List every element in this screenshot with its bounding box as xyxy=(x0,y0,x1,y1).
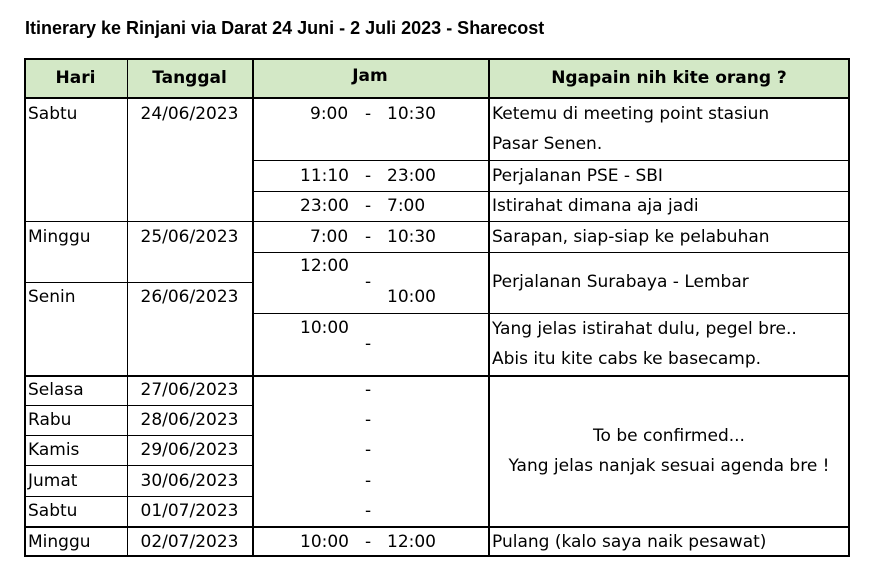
hari-cell: Jumat xyxy=(28,471,78,491)
row-divider xyxy=(252,191,850,192)
row-divider xyxy=(24,435,252,436)
jam-start: 11:10 xyxy=(300,166,349,186)
jam-start: 12:00 xyxy=(300,256,349,276)
jam-start: 23:00 xyxy=(300,196,349,216)
header-hari: Hari xyxy=(55,68,96,88)
kegiatan-line: Istirahat dimana aja jadi xyxy=(492,196,699,216)
jam-separator: - xyxy=(365,334,372,354)
col-divider xyxy=(252,58,254,557)
jam-start: 9:00 xyxy=(310,104,349,124)
jam-separator: - xyxy=(365,501,372,521)
jam-separator: - xyxy=(365,272,372,292)
hari-cell: Senin xyxy=(28,287,76,307)
tanggal-cell: 30/06/2023 xyxy=(140,471,239,491)
jam-end: 23:00 xyxy=(387,166,436,186)
jam-end: 7:00 xyxy=(387,196,426,216)
jam-separator: - xyxy=(365,196,372,216)
border-top xyxy=(24,58,850,60)
hari-cell: Rabu xyxy=(28,410,72,430)
border-bottom xyxy=(24,555,850,557)
jam-separator: - xyxy=(365,227,372,247)
row-divider xyxy=(24,465,252,466)
header-divider xyxy=(24,97,850,99)
kegiatan-line: Sarapan, siap-siap ke pelabuhan xyxy=(492,227,770,247)
kegiatan-line: Perjalanan PSE - SBI xyxy=(492,166,663,186)
hari-cell: Sabtu xyxy=(28,501,78,521)
kegiatan-line: Yang jelas istirahat dulu, pegel bre.. xyxy=(492,319,797,339)
row-divider xyxy=(24,405,252,406)
tanggal-cell: 24/06/2023 xyxy=(140,104,239,124)
kegiatan-line: Pulang (kalo saya naik pesawat) xyxy=(492,532,767,552)
hari-cell: Minggu xyxy=(28,532,91,552)
tanggal-cell: 27/06/2023 xyxy=(140,380,239,400)
row-divider xyxy=(24,221,850,222)
row-divider xyxy=(252,252,850,253)
itinerary-table xyxy=(24,58,850,557)
kegiatan-line: To be confirmed... xyxy=(593,426,745,446)
row-divider xyxy=(24,282,252,283)
row-divider xyxy=(252,313,850,314)
header-tanggal: Tanggal xyxy=(152,68,227,88)
jam-end: 10:30 xyxy=(387,104,436,124)
row-divider xyxy=(24,526,850,528)
row-divider xyxy=(252,160,850,161)
jam-separator: - xyxy=(365,104,372,124)
jam-end: 12:00 xyxy=(387,532,436,552)
tanggal-cell: 25/06/2023 xyxy=(140,227,239,247)
jam-start: 10:00 xyxy=(300,532,349,552)
row-divider xyxy=(24,496,252,497)
tanggal-cell: 28/06/2023 xyxy=(140,410,239,430)
hari-cell: Sabtu xyxy=(28,104,78,124)
jam-end: 10:30 xyxy=(387,227,436,247)
jam-separator: - xyxy=(365,166,372,186)
hari-cell: Selasa xyxy=(28,380,84,400)
kegiatan-line: Perjalanan Surabaya - Lembar xyxy=(492,272,749,292)
border-right xyxy=(848,58,850,557)
jam-separator: - xyxy=(365,532,372,552)
jam-separator: - xyxy=(365,471,372,491)
jam-end: 10:00 xyxy=(387,287,436,307)
jam-separator: - xyxy=(365,440,372,460)
border-left xyxy=(24,58,26,557)
document-title: Itinerary ke Rinjani via Darat 24 Juni - 2 Juli 2023 - Sharecost xyxy=(25,18,545,38)
kegiatan-line: Pasar Senen. xyxy=(492,134,603,154)
hari-cell: Minggu xyxy=(28,227,91,247)
kegiatan-line: Abis itu kite cabs ke basecamp. xyxy=(492,349,762,369)
tanggal-cell: 26/06/2023 xyxy=(140,287,239,307)
col-divider xyxy=(488,58,490,557)
tanggal-cell: 02/07/2023 xyxy=(140,532,239,552)
header-jam: Jam xyxy=(352,66,388,86)
header-kegiatan: Ngapain nih kite orang ? xyxy=(551,68,787,88)
row-divider xyxy=(24,375,850,377)
tanggal-cell: 29/06/2023 xyxy=(140,440,239,460)
jam-start: 7:00 xyxy=(310,227,349,247)
jam-start: 10:00 xyxy=(300,318,349,338)
kegiatan-line: Ketemu di meeting point stasiun xyxy=(492,104,770,124)
tanggal-cell: 01/07/2023 xyxy=(140,501,239,521)
jam-separator: - xyxy=(365,410,372,430)
jam-separator: - xyxy=(365,380,372,400)
hari-cell: Kamis xyxy=(28,440,80,460)
kegiatan-line: Yang jelas nanjak sesuai agenda bre ! xyxy=(508,456,830,476)
